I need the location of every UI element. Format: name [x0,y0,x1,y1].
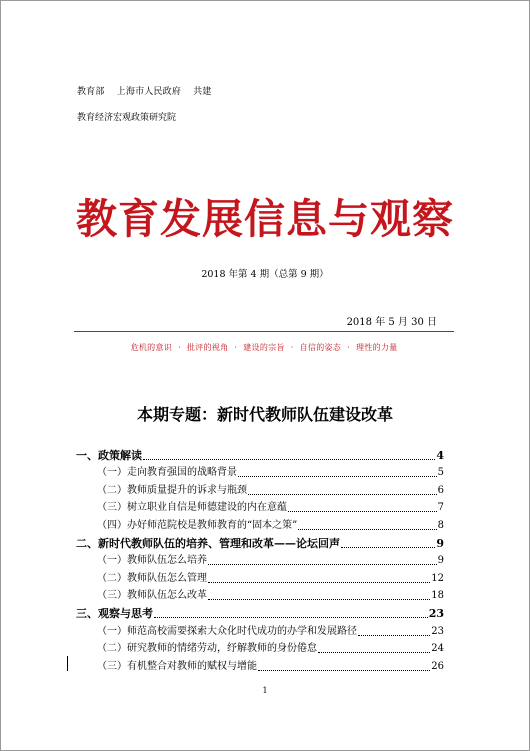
toc-page-number: 26 [431,660,444,672]
toc-page-number: 6 [437,484,444,496]
toc-page-number: 5 [437,467,444,479]
toc-page-number: 8 [437,519,444,531]
toc-leader-dots [288,511,437,512]
toc-subsection[interactable] [76,516,444,534]
toc-entry-title: （二）研究教师的情绪劳动，纾解教师的身份倦怠 [97,643,317,655]
slogan-separator: · [178,343,181,352]
toc-entry-title: （三）有机整合对教师的赋权与增能 [97,660,257,672]
toc-page-number: 9 [437,555,444,567]
toc-leader-dots [258,670,430,671]
toc-entry-title: （一）教师队伍怎么培养 [97,555,207,567]
toc-page-number: 12 [431,572,444,584]
masthead-title: 教育发展信息与观察 [76,195,454,243]
toc-subsection[interactable] [76,569,444,587]
toc-leader-dots [298,529,436,530]
toc-leader-dots [208,582,430,583]
toc-subsection[interactable] [76,640,444,658]
page-number: 1 [262,686,268,695]
toc-page-number: 24 [431,643,444,655]
toc-leader-dots [208,599,430,600]
toc-entry-title: （四）办好师范院校是教师教育的“固本之策” [97,519,298,531]
slogan-item: 建设的宗旨 [243,343,285,352]
institute-name: 教育经济宏观政策研究院 [77,113,177,123]
slogan-item: 危机的意识 [130,343,173,352]
toc-page-number: 4 [436,448,444,462]
feature-title: 本期专题：新时代教师队伍建设改革 [136,405,393,424]
toc-leader-dots [143,459,435,460]
slogan-separator: · [347,343,350,352]
slogan-item: 批评的视角 [186,343,229,352]
toc-page-number: 7 [437,502,444,514]
toc-entry-title: （一）师范高校需要探索大众化时代成功的办学和发展路径 [97,625,357,637]
slogan-separator: · [290,343,294,352]
toc-entry-title: 三、观察与思考 [76,606,153,620]
toc-leader-dots [358,635,430,636]
toc-entry-title: （二）教师队伍怎么管理 [97,572,207,584]
issue-date: 2018 年 5 月 30 日 [346,317,437,328]
toc-subsection[interactable] [76,481,444,499]
toc-entry-title: 二、新时代教师队伍的培养、管理和改革——论坛回声 [76,536,340,550]
toc-subsection[interactable] [76,499,444,517]
toc-page-number: 9 [436,536,444,550]
toc-leader-dots [154,617,428,618]
sponsor-shanghai-government: 上海市人民政府 [116,87,182,97]
slogan-item: 理性的力量 [355,343,398,352]
slogan-separator: · [234,343,238,352]
toc-subsection[interactable] [76,464,444,482]
sponsor-line [77,84,221,97]
toc-entry-title: （三）树立职业自信是师德建设的内在意蕴 [97,502,287,514]
toc-section[interactable] [76,604,444,622]
toc-page-number: 18 [431,590,444,602]
toc-entry-title: （二）教师质量提升的诉求与瓶颈 [97,484,247,496]
toc-subsection[interactable] [76,587,444,605]
sponsor-joint-label: 共建 [193,87,212,97]
toc-leader-dots [341,547,435,548]
toc-section[interactable] [76,446,444,464]
slogan-line [74,342,454,353]
toc-entry-title: （一）走向教育强国的战略背景 [97,467,237,479]
toc-subsection[interactable] [76,622,444,640]
issue-number: 2018 年第 4 期（总第 9 期） [201,269,329,280]
toc-page-number: 23 [431,625,444,637]
toc-entry-title: （三）教师队伍怎么改革 [97,590,207,602]
masthead-divider [74,331,454,332]
toc-leader-dots [208,564,437,565]
toc-entry-title: 一、政策解读 [76,448,142,462]
toc-section[interactable] [76,534,444,552]
table-of-contents [76,446,444,675]
toc-subsection[interactable] [76,657,444,675]
toc-page-number: 23 [428,606,444,620]
toc-subsection[interactable] [76,552,444,570]
toc-leader-dots [318,652,430,653]
text-cursor [67,656,68,671]
sponsor-moe: 教育部 [77,87,105,97]
slogan-item: 自信的姿态 [299,343,342,352]
toc-leader-dots [248,494,437,495]
toc-leader-dots [238,476,437,477]
